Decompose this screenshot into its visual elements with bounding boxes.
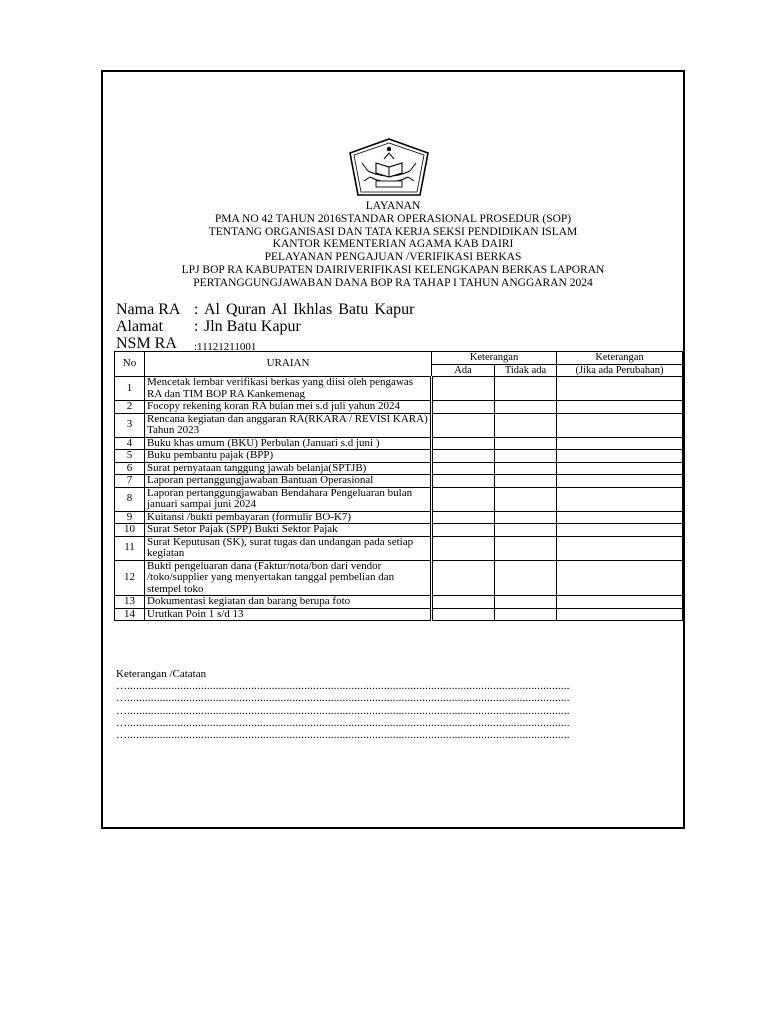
- keterangan-perubahan-cell[interactable]: [557, 413, 683, 437]
- col-header-tidak-ada: Tidak ada: [495, 364, 557, 377]
- col-header-keterangan: Keterangan: [432, 352, 557, 365]
- alamat-label: Alamat: [116, 318, 164, 335]
- check-tidak-ada-cell[interactable]: [495, 596, 557, 609]
- nsm-value: :11121211001: [194, 341, 257, 353]
- nama-ra-row: [116, 301, 415, 318]
- check-ada-cell[interactable]: [432, 524, 495, 537]
- document-title-block: [103, 200, 683, 290]
- keterangan-perubahan-cell[interactable]: [557, 560, 683, 596]
- nama-ra-separator: :: [194, 301, 199, 318]
- row-uraian: Surat Setor Pajak (SPP) Bukti Sektor Pajak: [145, 524, 432, 537]
- check-ada-cell[interactable]: [432, 450, 495, 463]
- check-tidak-ada-cell[interactable]: [495, 487, 557, 511]
- check-tidak-ada-cell[interactable]: [495, 377, 557, 401]
- table-row: [115, 462, 683, 475]
- table-row: [115, 524, 683, 537]
- nama-ra-label: Nama RA: [116, 301, 181, 318]
- school-info: [116, 301, 415, 353]
- row-number: 2: [115, 401, 145, 414]
- verification-table: [114, 351, 683, 621]
- table-row: [115, 536, 683, 560]
- row-number: 1: [115, 377, 145, 401]
- check-ada-cell[interactable]: [432, 462, 495, 475]
- row-uraian: Focopy rekening koran RA bulan mei s.d juli yahun 2024: [145, 401, 432, 414]
- check-tidak-ada-cell[interactable]: [495, 413, 557, 437]
- check-tidak-ada-cell[interactable]: [495, 560, 557, 596]
- notes-line[interactable]: …......................................................................................................................................................: [116, 729, 570, 742]
- row-number: 12: [115, 560, 145, 596]
- row-uraian: Rencana kegiatan dan anggaran RA(RKARA / REVISI KARA) Tahun 2023: [145, 413, 432, 437]
- row-number: 6: [115, 462, 145, 475]
- nsm-label: NSM RA: [116, 335, 177, 352]
- check-tidak-ada-cell[interactable]: [495, 608, 557, 621]
- col-header-ada: Ada: [432, 364, 495, 377]
- row-uraian: Mencetak lembar verifikasi berkas yang diisi oleh pengawas RA dan TIM BOP RA Kankemenag: [145, 377, 432, 401]
- alamat-value: Jln Batu Kapur: [204, 318, 301, 335]
- table-row: [115, 450, 683, 463]
- col-header-keterangan-2: Keterangan: [557, 352, 683, 365]
- row-uraian: Dokumentasi kegiatan dan barang berupa foto: [145, 596, 432, 609]
- keterangan-perubahan-cell[interactable]: [557, 487, 683, 511]
- notes-line[interactable]: …......................................................................................................................................................: [116, 716, 570, 729]
- kemenag-emblem-icon: [346, 137, 432, 197]
- check-ada-cell[interactable]: [432, 437, 495, 450]
- table-row: [115, 608, 683, 621]
- keterangan-perubahan-cell[interactable]: [557, 511, 683, 524]
- row-number: 4: [115, 437, 145, 450]
- keterangan-perubahan-cell[interactable]: [557, 536, 683, 560]
- table-row: [115, 511, 683, 524]
- row-number: 5: [115, 450, 145, 463]
- check-ada-cell[interactable]: [432, 596, 495, 609]
- title-line: PERTANGGUNGJAWABAN DANA BOP RA TAHAP I TAHUN ANGGARAN 2024: [193, 276, 593, 289]
- keterangan-perubahan-cell[interactable]: [557, 437, 683, 450]
- row-number: 10: [115, 524, 145, 537]
- keterangan-perubahan-cell[interactable]: [557, 596, 683, 609]
- row-uraian: Urutkan Poin 1 s/d 13: [145, 608, 432, 621]
- check-ada-cell[interactable]: [432, 511, 495, 524]
- keterangan-perubahan-cell[interactable]: [557, 401, 683, 414]
- col-header-perubahan: (Jika ada Perubahan): [557, 364, 683, 377]
- row-number: 11: [115, 536, 145, 560]
- check-tidak-ada-cell[interactable]: [495, 475, 557, 488]
- check-tidak-ada-cell[interactable]: [495, 536, 557, 560]
- check-tidak-ada-cell[interactable]: [495, 450, 557, 463]
- table-row: [115, 487, 683, 511]
- row-number: 8: [115, 487, 145, 511]
- row-uraian: Buku pembantu pajak (BPP): [145, 450, 432, 463]
- keterangan-perubahan-cell[interactable]: [557, 524, 683, 537]
- keterangan-perubahan-cell[interactable]: [557, 608, 683, 621]
- check-tidak-ada-cell[interactable]: [495, 401, 557, 414]
- keterangan-perubahan-cell[interactable]: [557, 475, 683, 488]
- check-tidak-ada-cell[interactable]: [495, 511, 557, 524]
- table-row: [115, 413, 683, 437]
- alamat-row: [116, 318, 301, 335]
- check-tidak-ada-cell[interactable]: [495, 462, 557, 475]
- col-header-no: No: [115, 352, 145, 377]
- check-tidak-ada-cell[interactable]: [495, 437, 557, 450]
- notes-line[interactable]: …......................................................................................................................................................: [116, 704, 570, 717]
- title-line: LAYANAN: [365, 200, 421, 212]
- check-ada-cell[interactable]: [432, 487, 495, 511]
- nama-ra-value: Al Quran Al Ikhlas Batu Kapur: [204, 301, 415, 318]
- title-line: KANTOR KEMENTERIAN AGAMA KAB DAIRI: [272, 238, 514, 251]
- row-number: 13: [115, 596, 145, 609]
- row-uraian: Laporan pertanggungjawaban Bendahara Pengeluaran bulan januari sampai juni 2024: [145, 487, 432, 511]
- row-number: 7: [115, 475, 145, 488]
- title-line: PELAYANAN PENGAJUAN /VERIFIKASI BERKAS: [264, 251, 522, 264]
- alamat-separator: :: [194, 318, 199, 335]
- table-row: [115, 401, 683, 414]
- notes-line[interactable]: …......................................................................................................................................................: [116, 692, 570, 705]
- keterangan-perubahan-cell[interactable]: [557, 450, 683, 463]
- check-ada-cell[interactable]: [432, 560, 495, 596]
- check-ada-cell[interactable]: [432, 608, 495, 621]
- table-row: [115, 437, 683, 450]
- row-uraian: Laporan pertanggungjawaban Bantuan Operasional: [145, 475, 432, 488]
- row-number: 3: [115, 413, 145, 437]
- table-row: [115, 596, 683, 609]
- check-ada-cell[interactable]: [432, 401, 495, 414]
- notes-section: [116, 668, 631, 741]
- row-number: 14: [115, 608, 145, 621]
- row-uraian: Bukti pengeluaran dana (Faktur/nota/bon dari vendor /toko/supplier yang menyertakan tanggal pembelian dan stempel toko: [145, 560, 432, 596]
- row-uraian: Surat Keputusan (SK), surat tugas dan undangan pada setiap kegiatan: [145, 536, 432, 560]
- title-line: PMA NO 42 TAHUN 2016STANDAR OPERASIONAL PROSEDUR (SOP): [214, 212, 572, 225]
- title-line: LPJ BOP RA KABUPATEN DAIRIVERIFIKASI KELENGKAPAN BERKAS LAPORAN: [181, 263, 605, 276]
- row-uraian: Surat pernyataan tanggung jawab belanja(SPTJB): [145, 462, 432, 475]
- table-row: [115, 377, 683, 401]
- row-number: 9: [115, 511, 145, 524]
- check-ada-cell[interactable]: [432, 536, 495, 560]
- notes-line[interactable]: …......................................................................................................................................................: [116, 680, 570, 693]
- title-line: TENTANG ORGANISASI DAN TATA KERJA SEKSI PENDIDIKAN ISLAM: [208, 225, 578, 238]
- check-tidak-ada-cell[interactable]: [495, 524, 557, 537]
- row-uraian: Kuitansi /bukti pembayaran (formulir BO-K7): [145, 511, 432, 524]
- nsm-row: [116, 335, 257, 353]
- col-header-uraian: URAIAN: [145, 352, 432, 377]
- check-ada-cell[interactable]: [432, 475, 495, 488]
- check-ada-cell[interactable]: [432, 413, 495, 437]
- keterangan-perubahan-cell[interactable]: [557, 462, 683, 475]
- row-uraian: Buku khas umum (BKU) Perbulan (Januari s.d juni ): [145, 437, 432, 450]
- check-ada-cell[interactable]: [432, 377, 495, 401]
- table-row: [115, 560, 683, 596]
- notes-label: Keterangan /Catatan: [116, 668, 207, 680]
- keterangan-perubahan-cell[interactable]: [557, 377, 683, 401]
- table-row: [115, 475, 683, 488]
